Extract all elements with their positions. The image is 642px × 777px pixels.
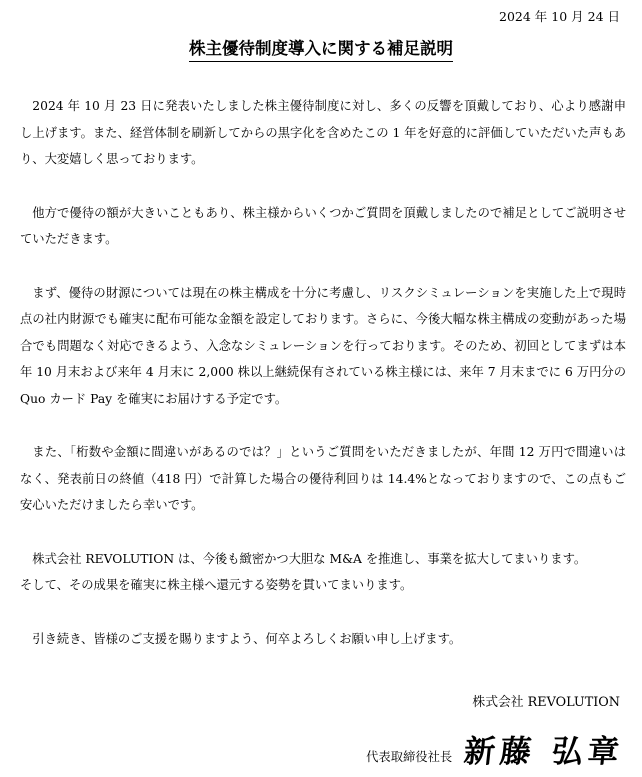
- paragraph-5-line-2: そして、その成果を確実に株主様へ還元する姿勢を貫いてまいります。: [20, 578, 413, 592]
- document-date: 2024 年 10 月 24 日: [499, 9, 620, 24]
- signer-name: 新藤 弘章: [462, 734, 626, 770]
- paragraph-2: 他方で優待の額が大きいこともあり、株主様からいくつかご質問を頂戴しましたので補足としてご説明させていただきます。: [20, 205, 626, 246]
- paragraph-5: [20, 546, 626, 599]
- signature-block: [366, 728, 624, 772]
- paragraph-1: 2024 年 10 月 23 日に発表いたしました株主優待制度に対し、多くの反響を頂戴しており、心より感謝申し上げます。また、経営体制を刷新してからの黒字化を含めたこの 1 年を好意的に評価していただいた声もあり、大変嬉しく思っております。: [20, 99, 626, 166]
- document-title-text: 株主優待制度導入に関する補足説明: [189, 38, 453, 62]
- paragraph-3: まず、優待の財源については現在の株主構成を十分に考慮し、リスクシミュレーションを実施した上で現時点の社内財源でも確実に配布可能な金額を設定しております。さらに、今後大幅な株主構成の変動があった場合でも問題なく対応できるよう、入念なシミュレーションを行っております。そのため、初回としてまずは本年 10 月末および来年 4 月末に 2,000 株以上継続保有されている株主様には、来年 7 月末までに 6 万円分の Quo カード Pay を確実にお届けする予定です。: [20, 285, 626, 406]
- company-name: 株式会社 REVOLUTION: [472, 695, 620, 710]
- signer-title: 代表取締役社長: [366, 750, 453, 764]
- paragraph-4: また、「桁数や金額に間違いがあるのでは？」というご質問をいただきましたが、年間 12 万円で間違いはなく、発表前日の終値（418 円）で計算した場合の優待利回りは 14.4%となっておりますので、この点もご安心いただけましたら幸いです。: [20, 445, 626, 512]
- paragraph-5-line-1: 株式会社 REVOLUTION は、今後も緻密かつ大胆な M&A を推進し、事業を拡大してまいります。: [32, 551, 587, 566]
- document-title: [0, 38, 642, 62]
- document-body: [20, 93, 626, 679]
- closing-paragraph: 引き続き、皆様のご支援を賜りますよう、何卒よろしくお願い申し上げます。: [32, 631, 462, 646]
